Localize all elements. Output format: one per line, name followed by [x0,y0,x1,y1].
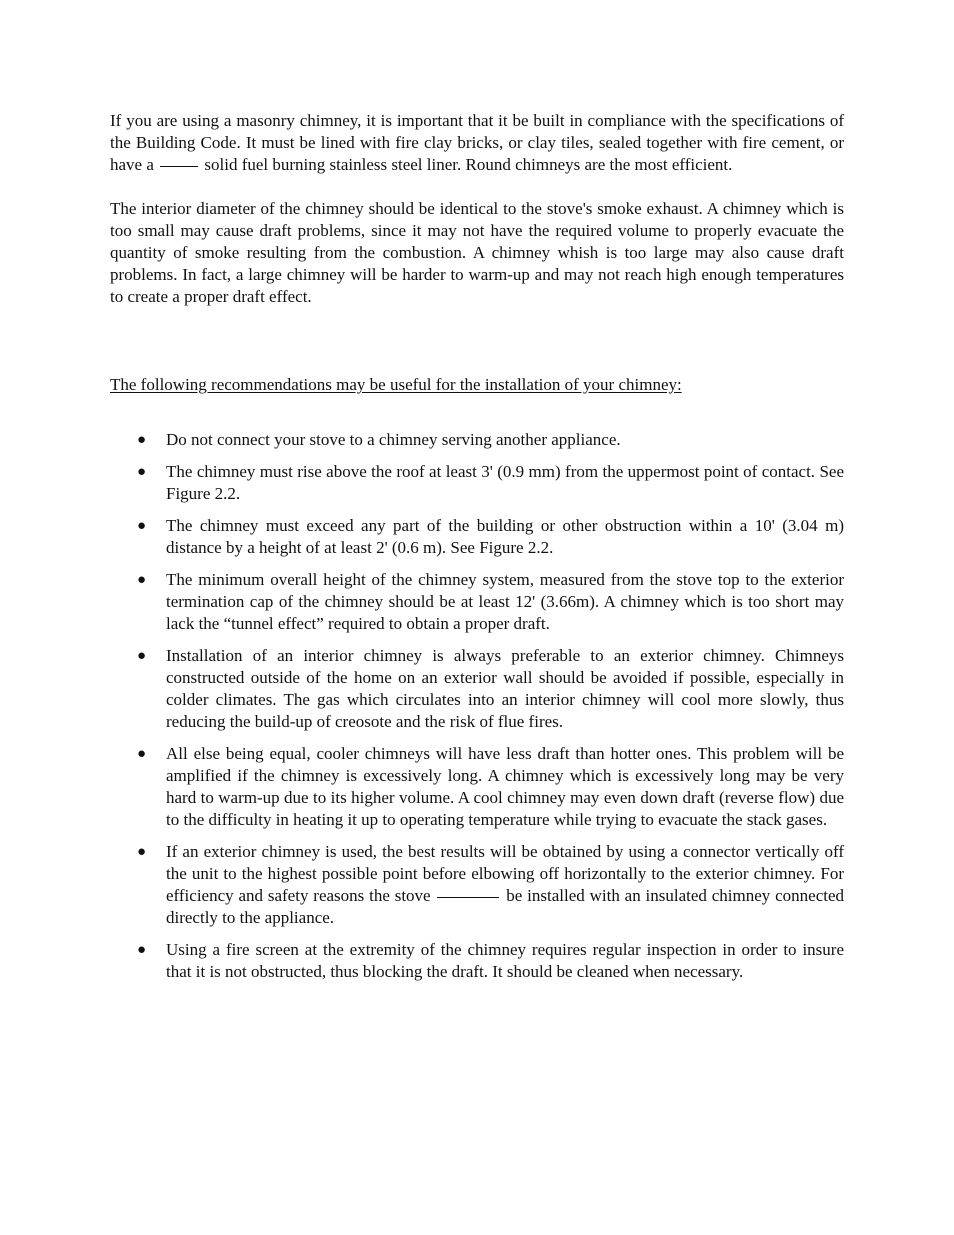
recommendations-list [110,429,844,983]
bullet-icon: ● [137,648,147,664]
recommendations-heading: The following recommendations may be useful for the installation of your chimney: [110,375,682,394]
list-item-text: Installation of an interior chimney is always preferable to an exterior chimney. Chimneys constructed outside of the home on an exterior wall should be avoided if possible, especially in colder climates. The gas which circulates into an interior chimney will cool more slowly, thus reducing the build-up of creosote and the risk of flue fires. [166,646,844,731]
list-item-text-after-blank: be installed with an insulated chimney connected directly to the appliance. [166,886,845,927]
intro-text-after-blank: solid fuel burning stainless steel liner. Round chimneys are the most efficient. [204,155,733,174]
bullet-icon: ● [137,942,147,958]
list-item-text: Do not connect your stove to a chimney serving another appliance. [166,430,621,449]
list-item [110,461,844,505]
list-item [110,841,844,929]
list-item [110,743,844,831]
list-item-text: Using a fire screen at the extremity of the chimney requires regular inspection in order to insure that it is not obstructed, thus blocking the draft. It should be cleaned when necessary. [166,940,844,981]
document-page [110,110,844,993]
fill-in-blank [437,897,499,898]
bullet-icon: ● [137,746,147,762]
list-item [110,645,844,733]
list-item-text-before-blank: If an exterior chimney is used, the best results will be obtained by using a connector vertically off the unit to the highest possible point before elbowing off horizontally to the exterior chimney. For efficiency and safety reasons the stove [166,842,844,905]
bullet-icon: ● [137,518,147,534]
list-item [110,569,844,635]
bullet-icon: ● [137,432,147,448]
fill-in-blank [160,166,198,167]
intro-paragraph-masonry [110,110,844,176]
intro-text-before-blank: If you are using a masonry chimney, it is important that it be built in compliance with the specifications of the Building Code. It must be lined with fire clay bricks, or clay tiles, sealed together with fire cement, or have a [110,111,844,174]
list-item-text: The minimum overall height of the chimney system, measured from the stove top to the exterior termination cap of the chimney should be at least 12' (3.66m). A chimney which is too short may lack the “tunnel effect” required to obtain a proper draft. [166,570,844,633]
bullet-icon: ● [137,844,147,860]
list-item-text: The chimney must exceed any part of the building or other obstruction within a 10' (3.04 m) distance by a height of at least 2' (0.6 m). See Figure 2.2. [166,516,844,557]
list-item-text: All else being equal, cooler chimneys will have less draft than hotter ones. This problem will be amplified if the chimney is excessively long. A chimney which is excessively long may be very hard to warm-up due to its higher volume. A cool chimney may even down draft (reverse flow) due to the difficulty in heating it up to operating temperature while trying to evacuate the stack gases. [166,744,844,829]
list-item [110,515,844,559]
intro-paragraph-diameter: The interior diameter of the chimney should be identical to the stove's smoke exhaust. A chimney which is too small may cause draft problems, since it may not have the required volume to properly evacuate the quantity of smoke resulting from the combustion. A chimney whish is too large may also cause draft problems. In fact, a large chimney will be harder to warm-up and may not reach high enough temperatures to create a proper draft effect. [110,199,844,306]
bullet-icon: ● [137,464,147,480]
list-item [110,939,844,983]
list-item [110,429,844,451]
bullet-icon: ● [137,572,147,588]
list-item-text: The chimney must rise above the roof at least 3' (0.9 mm) from the uppermost point of contact. See Figure 2.2. [166,462,844,503]
